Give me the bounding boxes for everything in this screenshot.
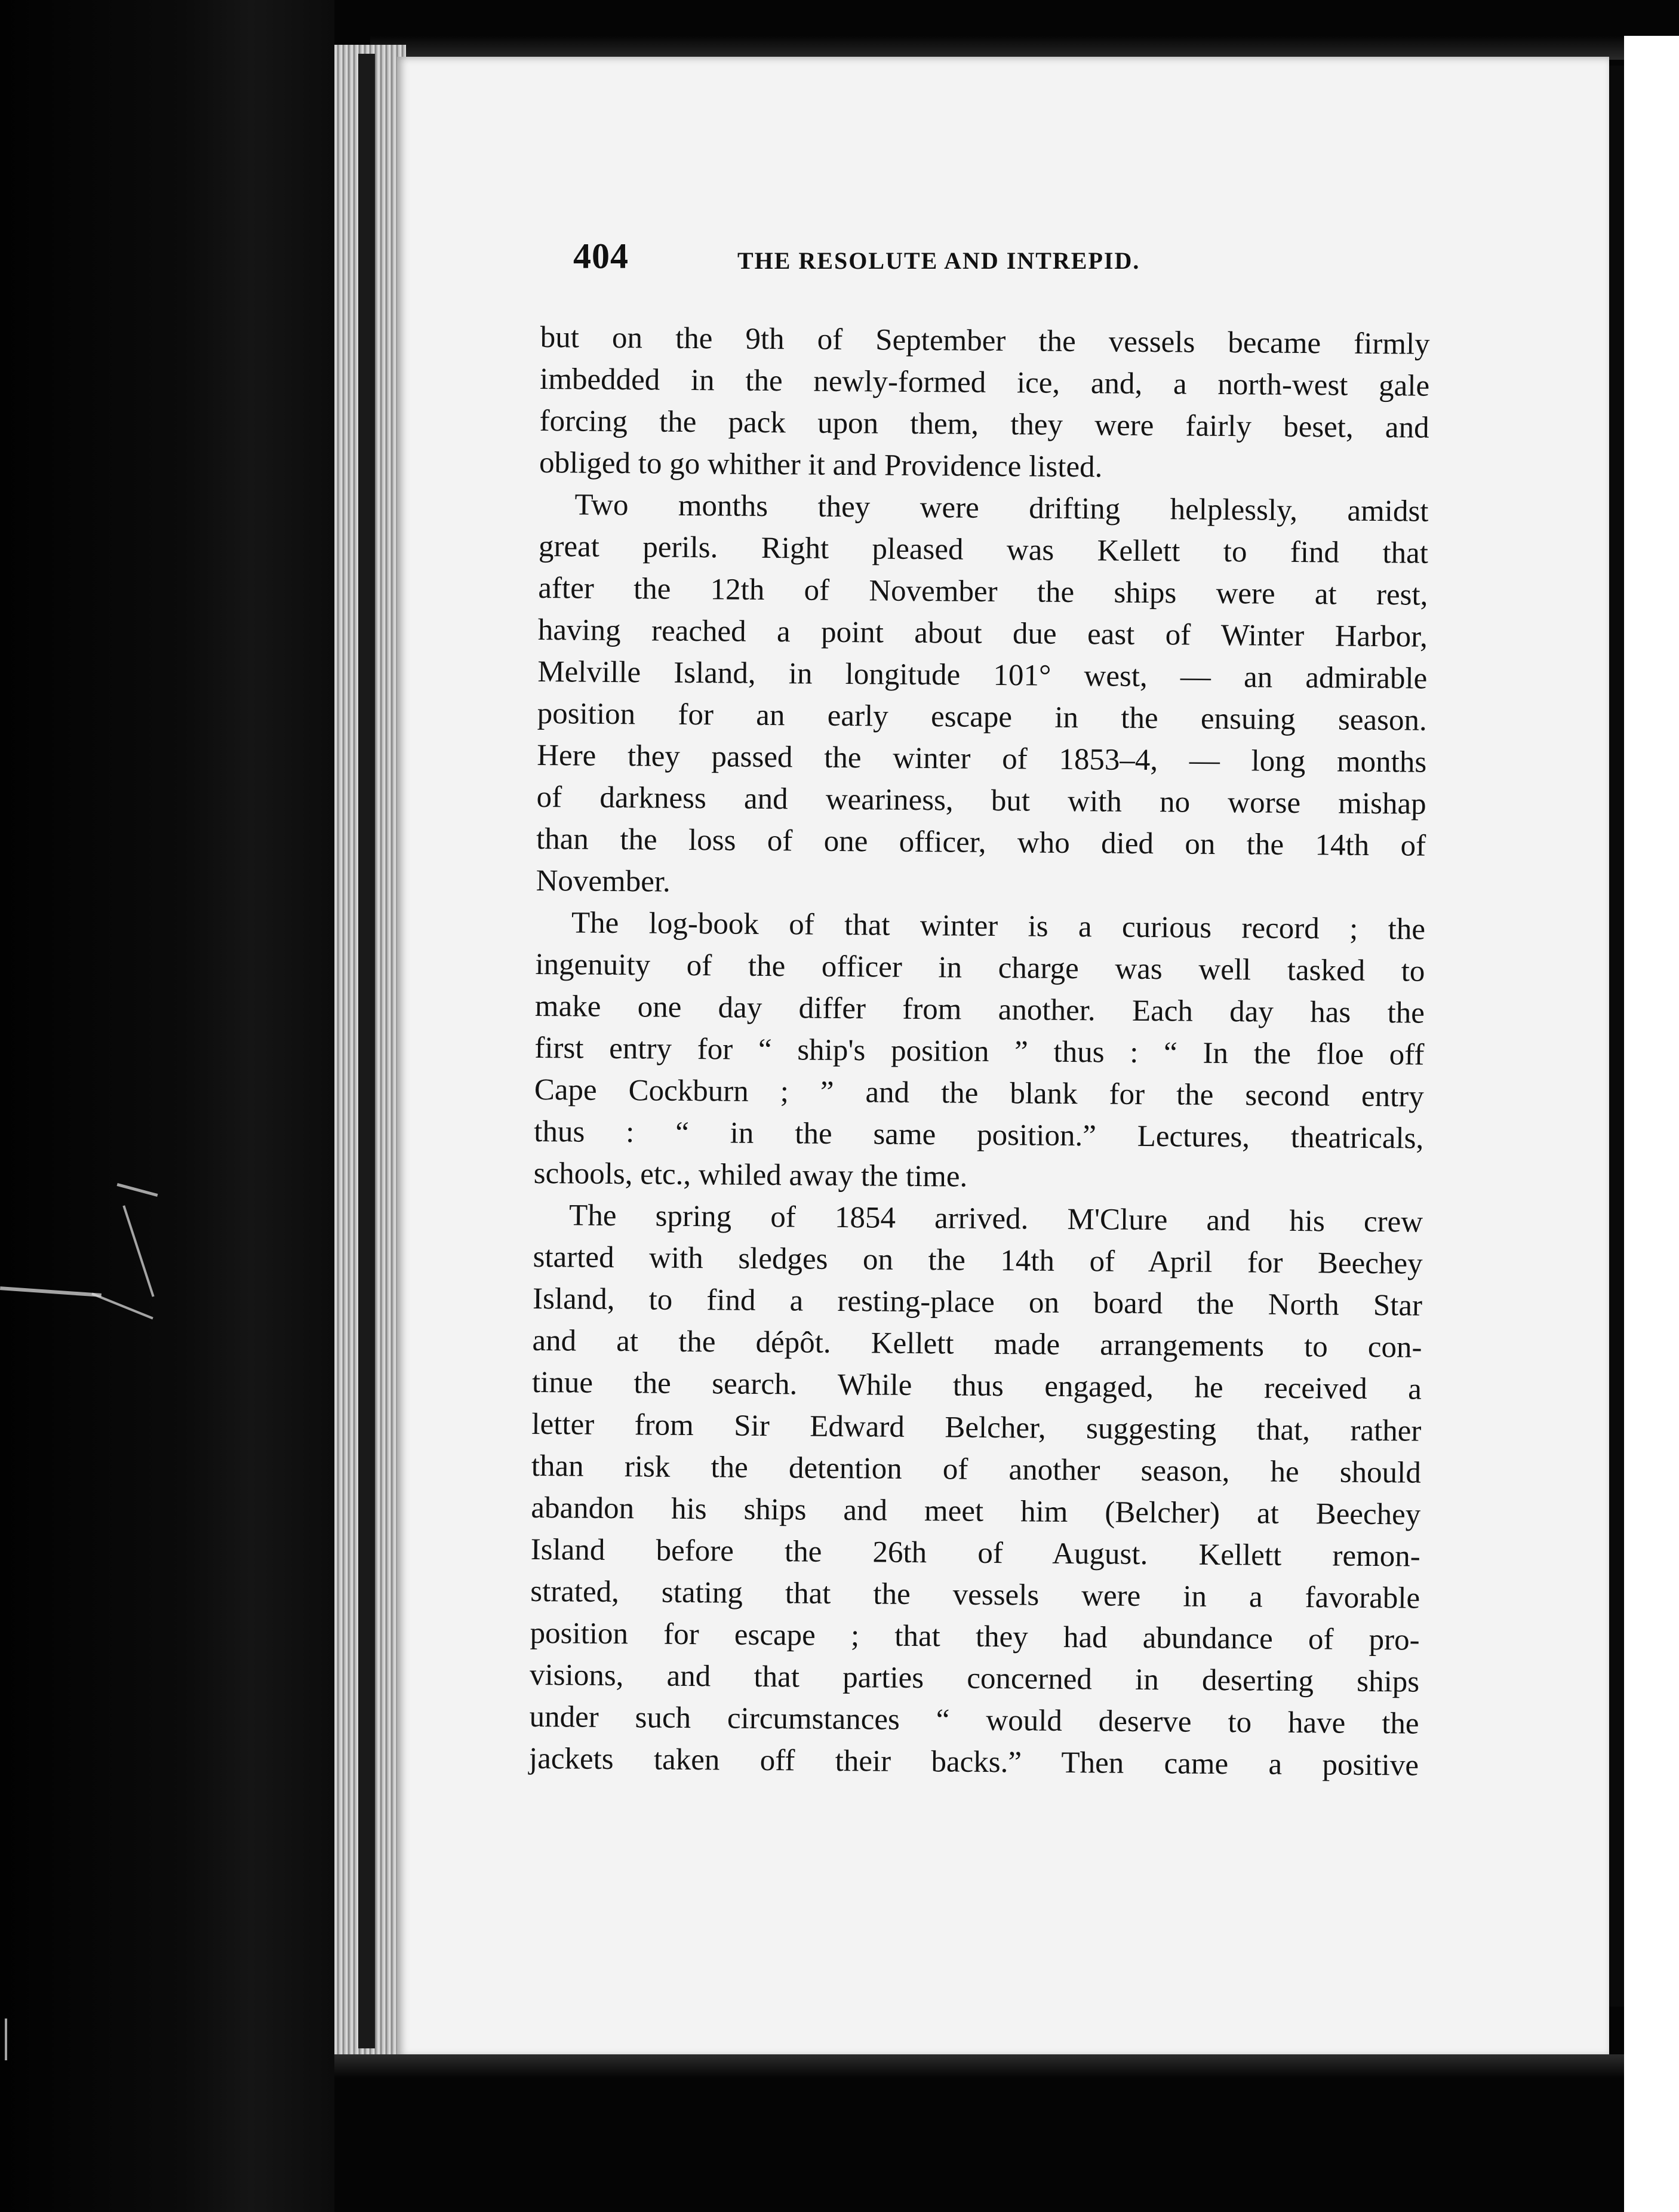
book-right-cover: [1624, 36, 1679, 2212]
text-line: The log-book of that winter is a curious record ; the: [571, 906, 1426, 947]
text-line: forcing the pack upon them, they were fairly beset, and: [539, 404, 1429, 445]
text-line: but on the 9th of September the vessels became firmly: [540, 320, 1430, 361]
text-line: make one day differ from another. Each day has the: [534, 989, 1425, 1030]
paragraph: [539, 317, 1430, 491]
text-line: Island before the 26th of August. Kellett remon-: [530, 1532, 1420, 1574]
paragraph: [533, 902, 1425, 1202]
text-line: obliged to go whither it and Providence listed.: [539, 446, 1103, 484]
text-line: position for escape ; that they had abundance of pro-: [530, 1616, 1420, 1657]
text-line: started with sledges on the 14th of April for Beechey: [533, 1240, 1423, 1281]
page-number: 404: [573, 236, 629, 276]
text-line: and at the dépôt. Kellett made arrangements to con-: [532, 1323, 1422, 1365]
text-line: after the 12th of November the ships were at rest,: [538, 571, 1428, 612]
text-line: having reached a point about due east of Winter Harbor,: [537, 613, 1428, 654]
text-line: of darkness and weariness, but with no worse mishap: [536, 780, 1426, 821]
left-margin-shadow: [0, 0, 334, 2212]
book-bottom-shadow: [334, 2054, 1624, 2078]
text-line: than the loss of one officer, who died on the 14th of: [536, 822, 1426, 863]
text-line: schools, etc., whiled away the time.: [533, 1156, 968, 1194]
text-line: under such circumstances “ would deserve to have the: [529, 1700, 1419, 1741]
text-line: than risk the detention of another season, he should: [531, 1449, 1422, 1490]
text-line: jackets taken off their backs.” Then came a positive: [528, 1741, 1419, 1783]
text-line: tinue the search. While thus engaged, he received a: [531, 1365, 1422, 1406]
text-line: first entry for “ ship's position ” thus : “ In the floe off: [534, 1031, 1425, 1072]
body-text: [529, 317, 1430, 1787]
text-line: visions, and that parties concerned in deserting ships: [529, 1658, 1420, 1699]
text-line: The spring of 1854 arrived. M'Clure and his crew: [568, 1199, 1423, 1239]
text-line: thus : “ in the same position.” Lectures, theatricals,: [534, 1114, 1424, 1156]
running-title: THE RESOLUTE AND INTREPID.: [737, 247, 1140, 274]
text-line: abandon his ships and meet him (Belcher) at Beechey: [531, 1491, 1421, 1532]
text-line: imbedded in the newly-formed ice, and, a north-west gale: [539, 362, 1430, 403]
text-line: ingenuity of the officer in charge was well tasked to: [535, 947, 1425, 988]
text-line: Here they passed the winter of 1853–4, — long months: [537, 738, 1427, 779]
text-line: strated, stating that the vessels were in a favorable: [530, 1574, 1420, 1615]
text-line: Melville Island, in longitude 101° west, — an admirable: [537, 655, 1428, 696]
paragraph: [529, 1194, 1423, 1787]
book-top-edge: [370, 36, 1624, 60]
text-line: November.: [536, 864, 671, 899]
paragraph: [536, 484, 1428, 909]
paper-fiber-5: [5, 2019, 7, 2060]
text-line: Two months they were drifting helplessly, amidst: [574, 488, 1429, 529]
page-header: [573, 236, 1242, 284]
page-gutter: [358, 54, 375, 2048]
text-line: great perils. Right pleased was Kellett to find that: [538, 529, 1429, 570]
text-line: Island, to find a resting-place on board the North Star: [532, 1282, 1423, 1323]
text-line: letter from Sir Edward Belcher, suggesting that, rather: [531, 1407, 1422, 1448]
text-line: position for an early escape in the ensuing season.: [537, 696, 1427, 738]
text-line: Cape Cockburn ; ” and the blank for the second entry: [534, 1073, 1425, 1114]
